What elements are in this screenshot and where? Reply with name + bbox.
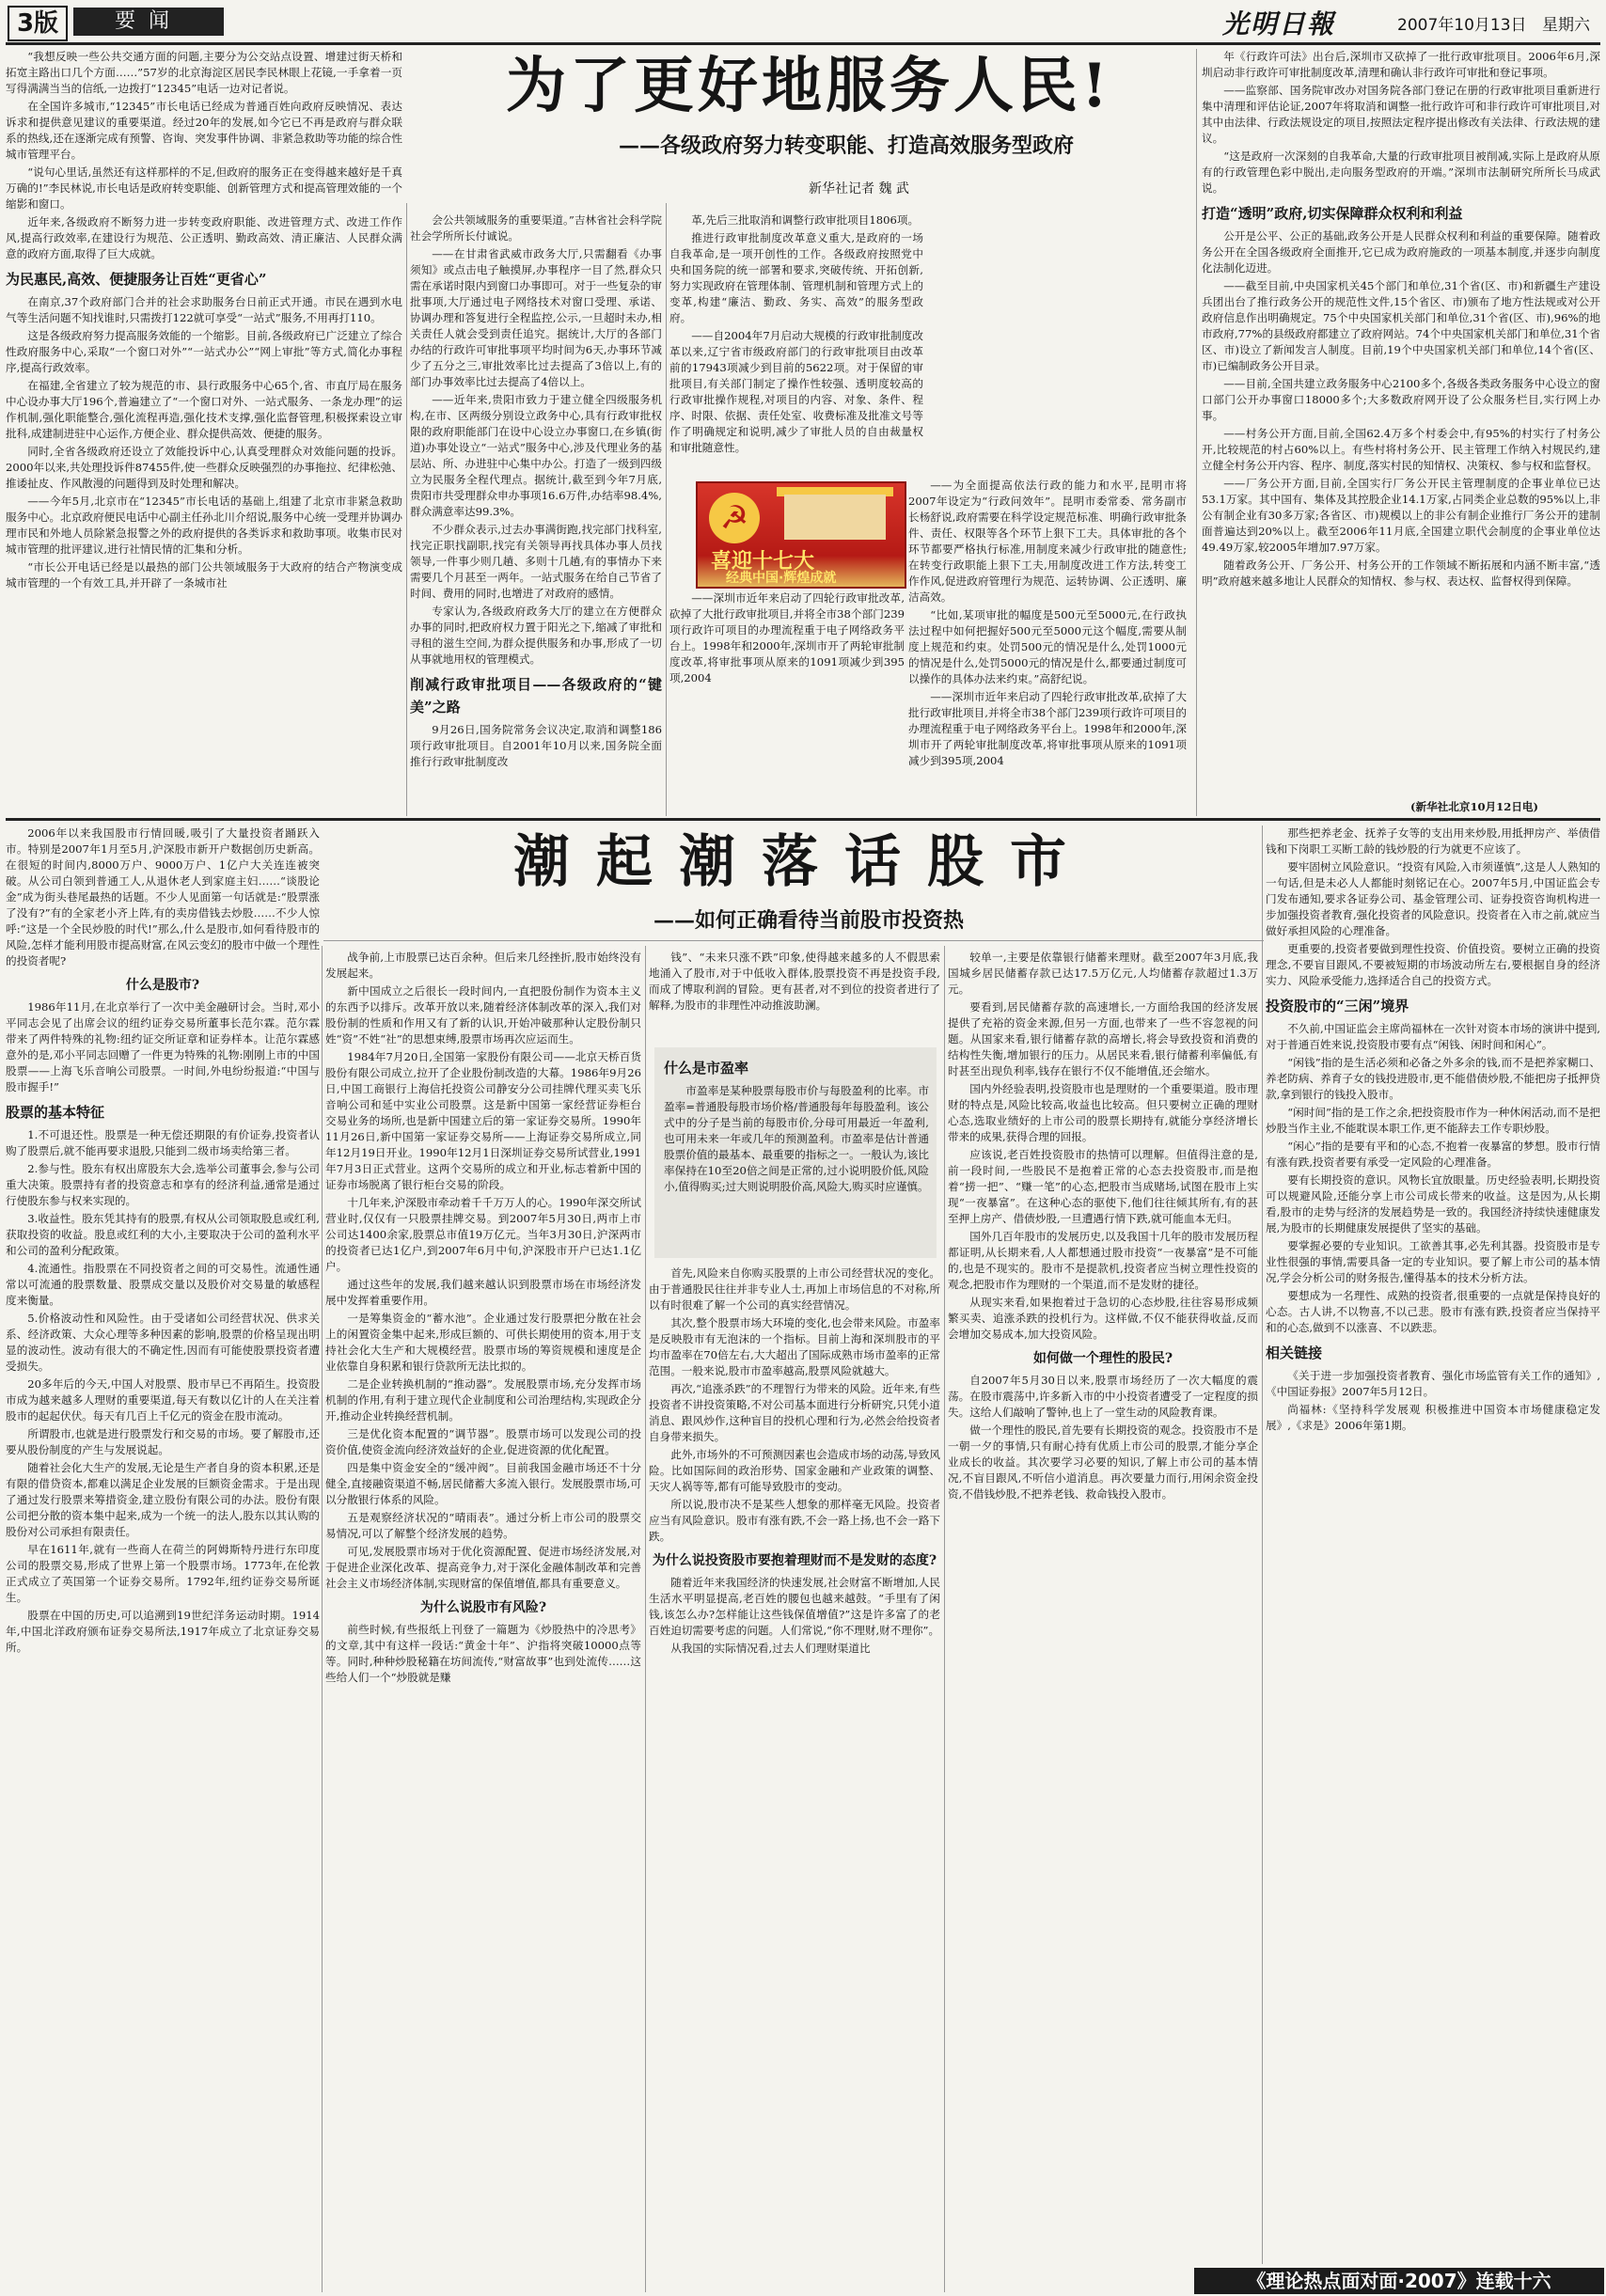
article2-subheading-manage-wealth: 为什么说投资股市要抱着理财而不是发财的态度? (652, 1553, 937, 1568)
paragraph: 随着社会化大生产的发展,无论是生产者自身的资本积累,还是有限的借贷资本,都难以满足企业发展的巨额资金需求。于是出现了通过发行股票来筹措资金,建立股份有限公司的办法。股份有限公司把分散的资本集中起来,成为一个统一的法人,股东以其认购的股份对公司承担有限责任。 (6, 1461, 320, 1538)
paragraph: “市长公开电话已经是以最热的部门公共领域服务于大政府的结合产物演变成城市管理的一个有效工具,并开辟了一条城市社 (6, 560, 402, 590)
paragraph: ——在甘肃省武威市政务大厅,只需翻看《办事须知》或点击电子触摸屏,办事程序一目了然,群众只需在承诺时限内到窗口办事即可。对于一些复杂的审批事项,大厅通过电子网络技术对窗口受理、承诺、协调办理和答复进行全程监控,公示,一旦超时未办,相关责任人就会受到责任追究。据统计,大厅的各部门办结的行政许可审批事项平均时间为6天,办事环节减少了五分之三,审批效率比过去提高了3倍以上,有的部门办事效率比过去提高了4倍以上。 (410, 247, 662, 388)
related-link: 尚福林:《坚持科学发展观 积极推进中国资本市场健康稳定发展》,《求是》2006年第1期。 (1266, 1403, 1600, 1432)
paragraph: 所以说,股市决不是某些人想象的那样毫无风险。投资者应当有风险意识。股市有涨有跌,不会一路上扬,也不会一路下跌。 (649, 1498, 940, 1543)
paragraph: 公开是公平、公正的基础,政务公开是人民群众权利和利益的重要保障。随着政务公开在全国各级政府全面推开,它已成为政府施政的一项基本制度,并逐步向制度化法制化迈进。 (1202, 229, 1600, 275)
paragraph: 随着政务公开、厂务公开、村务公开的工作领域不断拓展和内涵不断丰富,“透明”政府越来越多地让人民群众的知情权、参与权、表达权、监督权得到保障。 (1202, 558, 1600, 588)
paragraph: 1986年11月,在北京举行了一次中美金融研讨会。当时,邓小平同志会见了出席会议的纽约证券交易所董事长范尔霖。范尔霖带来了两件特殊的礼物:纽约证交所证章和证券样本。让范尔霖感意外的是,邓小平同志回赠了一件更为特殊的礼物:刚刚上市的中国股票——上海飞乐音响公司股票。一时间,外电纷纷报道:“中国与股市握手!” (6, 1000, 320, 1093)
article2-subheading-risk: 为什么说股市有风险? (419, 1600, 547, 1615)
paragraph: 3.收益性。股东凭其持有的股票,有权从公司领取股息或红利,获取投资的收益。股息或红利的大小,主要取决于公司的盈利水平和公司的盈利分配政策。 (6, 1212, 320, 1257)
article1-subheading-2: 削减行政审批项目——各级政府的“键美”之路 (410, 676, 662, 716)
promo-headline: 喜迎十七大 (711, 550, 815, 574)
top-rule (6, 42, 1600, 45)
paragraph: 推进行政审批制度改革意义重大,是政府的一场自我革命,是一项开创性的工作。各级政府按照党中央和国务院的统一部署和要求,突破传统、开拓创新,努力实现政府在管理体制、管理机制和管理方式上的变革,构建“廉洁、勤政、务实、高效”的服务型政府。 (669, 231, 923, 324)
paragraph: 所谓股市,也就是进行股票发行和交易的市场。要了解股市,还要从股份制度的产生与发展说起。 (6, 1427, 320, 1456)
paragraph: 年《行政许可法》出台后,深圳市又砍掉了一批行政审批项目。2006年6月,深圳启动非行政许可审批制度改革,清理和确认非行政许可审批和登记事项。 (1202, 50, 1600, 79)
paragraph: 在南京,37个政府部门合并的社会求助服务台日前正式开通。市民在遇到水电气等生活问题不知找谁时,只需拨打122就可享受“一站式”服务,不用再打110。 (6, 295, 402, 324)
paragraph: 要掌握必要的专业知识。工欲善其事,必先利其器。投资股市是专业性很强的事情,需要具备一定的专业知识。要了解上市公司的基本情况,学会分析公司的财务报告,懂得基本的技术分析方法。 (1266, 1239, 1600, 1284)
article2-subheading-three-leisure: 投资股市的“三闲”境界 (1266, 998, 1409, 1014)
masthead (0, 0, 1606, 41)
page-number: 3版 (8, 6, 68, 41)
column-divider (645, 946, 646, 2292)
paragraph: ——自2004年7月启动大规模的行政审批制度改革以来,辽宁省市级政府部门的行政审批项目由改革前的17943项减少到目前的5622项。对于保留的审批项目,有关部门制定了操作性较强、透明度较高的行政审批操作规程,对项目的内容、对象、条件、程序、时限、依据、责任处室、收费标准及批准文号等作了明确规定和说明,减少了审批人员的自由裁量权和审批随意性。 (669, 329, 923, 454)
paragraph: ——村务公开方面,目前,全国62.4万多个村委会中,有95%的村实行了村务公开,比较规范的村占60%以上。有些村将村务公开、民主管理工作纳入村规民约,建立健全村务公开内容、程序、制度,落实村民的知情权、决策权、参与权和监督权。 (1202, 427, 1600, 472)
paragraph: 不久前,中国证监会主席尚福林在一次针对资本市场的演讲中提到,对于普通百姓来说,投资股市要有点“闲钱、闲时间和闲心”。 (1266, 1022, 1600, 1051)
paragraph: “说句心里话,虽然还有这样那样的不足,但政府的服务正在变得越来越好是千真万确的!”李民林说,市长电话是政府转变职能、创新管理方式和提高管理效能的一个缩影和窗口。 (6, 165, 402, 211)
paragraph: 四是集中资金安全的“缓冲阀”。目前我国金融市场还不十分健全,直接融资渠道不畅,居民储蓄大多流入银行。发展股票市场,可以分散银行体系的风险。 (325, 1461, 641, 1506)
paragraph: 不少群众表示,过去办事满街跑,找完部门找科室,找完正职找副职,找完有关领导再找具体办事人员找领导,一件事少则几趟、多则十几趟,有的事情办下来需要几个月甚至一两年。一站式服务在给自己节省了时间、费用的同时,也增进了对政府的感情。 (410, 523, 662, 600)
article2-column-3b (649, 1266, 940, 2292)
tiananmen-gate-icon (784, 495, 886, 540)
paragraph: “闲钱”指的是生活必须和必备之外多余的钱,而不是把养家糊口、养老防病、养育子女的钱投进股市,更不能借债炒股,不能把房子抵押贷款,拿到银行的钱投入股市。 (1266, 1056, 1600, 1101)
paragraph: 自2007年5月30日以来,股票市场经历了一次大幅度的震荡。在股市震荡中,许多新入市的中小投资者遭受了一定程度的损失。这给人们敲响了警钟,也上了一堂生动的风险教育课。 (948, 1374, 1258, 1419)
article2-column-4 (948, 950, 1258, 2292)
column-divider (944, 946, 945, 2292)
paragraph: 会公共领域服务的重要渠道。”吉林省社会科学院社会学所所长付诚说。 (410, 213, 662, 243)
paragraph: ——近年来,贵阳市致力于建立健全四级服务机构,在市、区两级分别设立政务中心,具有行政审批权限的政府职能部门在设中心设立办事窗口,在乡镇(街道)办事处设立“一站式”服务中心,涉及代理业务的基层站、所、办进驻中心集中办公。打造了一级到四级立为民服务全程代理点。据统计,截至到今年7月底,贵阳市共受理群众申办事项16.6万件,办结率98.4%,群众满意率达99.3%。 (410, 393, 662, 518)
paragraph: ——为全面提高依法行政的能力和水平,昆明市将2007年设定为“行政问效年”。昆明市委常委、常务副市长杨舒说,政府需要在科学设定规范标准、明确行政审批条件、责任、权限等各个环节上狠下工夫。具体审批的各个环节都要严格执行标准,用制度来减少行政审批的随意性;在转变行政职能上狠下工夫,用制度改进工作方法,转变工作作风,促进政府管理行为规范、运转协调、公正透明、廉洁高效。 (908, 479, 1187, 604)
paragraph: 国内外经验表明,投资股市也是理财的一个重要渠道。股市理财的特点是,风险比较高,收益也比较高。但只要树立正确的理财心态,选取业绩好的上市公司的股票长期持有,就能分享经济增长带来的成果,获得合理的回报。 (948, 1082, 1258, 1143)
paragraph: 钱”、“未来只涨不跌”印象,使得越来越多的人不假思索地涌入了股市,对于中低收入群体,股票投资不再是投资手段,而成了博取利润的冒险。更有甚者,对不到位的投资者进行了解释,为股市的非理性冲动推波助澜。 (649, 951, 940, 1012)
paragraph: 此外,市场外的不可预测因素也会造成市场的动荡,导致风险。比如国际间的政治形势、国家金融和产业政策的调整、天灾人祸等等,都有可能导致股市的变动。 (649, 1448, 940, 1493)
paragraph: 要牢固树立风险意识。“投资有风险,入市须谨慎”,这是人人熟知的一句话,但是未必人人都能时刻铭记在心。2007年5月,中国证监会专门发布通知,要求各证券公司、基金管理公司、证券投资咨询机构进一步加强投资者教育,强化投资者的风险意识。投资者在入市之前,就应当做好承担风险的心理准备。 (1266, 860, 1600, 937)
paragraph: ——厂务公开方面,目前,全国实行厂务公开民主管理制度的企事业单位已达53.1万家。其中国有、集体及其控股企业14.1万家,占同类企业总数的95%以上,非公有制企业有30多万家;各省区、市)规模以上的非公有制企业推行厂务公开的建制面普遍达到20%以上。截至2006年11月底,全国建立职代会制度的企事业单位达49.49万家,较2005年增加7.97万家。 (1202, 477, 1600, 554)
article1-subheading-1: 为民惠民,高效、便捷服务让百姓“更省心” (6, 271, 267, 288)
article1-subheading-3: 打造“透明”政府,切实保障群众权利和利益 (1202, 205, 1463, 222)
article2-title: 潮起潮落话股市 (513, 829, 1093, 895)
paragraph: 可见,发展股票市场对于优化资源配置、促进市场经济发展,对于促进企业深化改革、提高竞争力,对于深化金融体制改革和完善社会主义市场经济体制,实现财富的保值增值,都具有重要意义。 (325, 1545, 641, 1590)
article1-credit: (新华社北京10月12日电) (1410, 800, 1538, 813)
related-links-heading: 相关链接 (1266, 1345, 1323, 1361)
paragraph: 在福建,全省建立了较为规范的市、县行政服务中心65个,省、市直厅局在服务中心设办事大厅196个,普遍建立了“一个窗口对外、一站式服务、一条龙办理”的运作机制,强化职能整合,强化流程再造,强化技术支撑,强化监督管理,积极探索设立审批科,成建制进驻中心运作,方便企业、群众提供高效、便捷的服务。 (6, 379, 402, 440)
paragraph: 要想成为一名理性、成熟的投资者,很重要的一点就是保持良好的心态。古人讲,不以物喜,不以己悲。股市有涨有跌,投资者应当保持平和的心态,做到不以涨喜、不以跌悲。 (1266, 1289, 1600, 1334)
column-divider (406, 203, 407, 816)
paragraph: “闲时间”指的是工作之余,把投资股市作为一种休闲活动,而不是把炒股当作主业,不能耽误本职工作,更不能辞去工作专职炒股。 (1266, 1106, 1600, 1135)
article1-column-3b (908, 478, 1187, 816)
paragraph: 股票在中国的历史,可以追溯到19世纪洋务运动时期。1914年,中国北洋政府颁布证券交易所法,1917年成立了北京证券交易所。 (6, 1609, 320, 1654)
promo-slogan: 经典中国·辉煌成就 (726, 571, 837, 586)
paragraph: 应该说,老百姓投资股市的热情可以理解。但值得注意的是,前一段时间,一些股民不是抱着正常的心态去投资股市,而是抱着“捞一把”、“赚一笔”的心态,把股市当成赌场,试图在股市上实现“一夜暴富”。在这种心态的驱使下,他们往往倾其所有,有的甚至押上房产、借债炒股,一旦遭遇行情下跌,就可能血本无归。 (948, 1148, 1258, 1225)
paragraph: 再次,“追涨杀跌”的不理智行为带来的风险。近年来,有些投资者不讲投资策略,不对公司基本面进行分析研究,只凭小道消息、跟风炒作,这种盲目的投机心理和行为,必然会给投资者自身带来损失。 (649, 1382, 940, 1443)
paragraph: 从我国的实际情况看,过去人们理财渠道比 (670, 1642, 871, 1655)
article1-column-3a (669, 212, 923, 480)
column-divider (1196, 49, 1197, 816)
column-divider (666, 203, 667, 816)
paragraph: 通过这些年的发展,我们越来越认识到股票市场在市场经济发展中发挥着重要作用。 (325, 1278, 641, 1307)
article1-column-1 (6, 49, 402, 816)
paragraph: “比如,某项审批的幅度是500元至5000元,在行政执法过程中如何把握好500元至5000元这个幅度,需要从制度上规范和约束。处罚500元的情况是什么,处罚1000元的情况是什么,处罚5000元的情况是什么,都要通过制度可以操作的具体办法来约束。”高舒纪说。 (908, 608, 1187, 685)
pe-ratio-heading: 什么是市盈率 (664, 1060, 749, 1077)
article2-column-2 (325, 950, 641, 2292)
paragraph: 其次,整个股票市场大环境的变化,也会带来风险。市盈率是反映股市有无泡沫的一个指标。目前上海和深圳股市的平均市盈率在70倍左右,大大超出了国际成熟市场市盈率的正常范围。一般来说,股市市盈率越高,股票风险就越大。 (649, 1316, 940, 1377)
paragraph: 近年来,各级政府不断努力进一步转变政府职能、改进管理方式、改进工作作风,提高行政效率,在建设行为规范、公正透明、勤政高效、清正廉洁、人民群众满意的政府方面,取得了巨大成就。 (6, 215, 402, 260)
paragraph: ——今年5月,北京市在“12345”市长电话的基础上,组建了北京市非紧急救助服务中心。北京政府便民电话中心副主任孙北川介绍说,服务中心统一受理并协调办理市民和外地人员除紧急报警之外的政府提供的各类诉求和救助事项。收集市民对城市管理的批评建议,进行社情民情的汇集和分析。 (6, 495, 402, 556)
article1-title: 为了更好地服务人民! (505, 51, 1112, 121)
column-divider (1262, 826, 1263, 2264)
article2-subheading-stock-features: 股票的基本特征 (6, 1104, 105, 1121)
paragraph: 首先,风险来自你购买股票的上市公司经营状况的变化。由于普通股民往往并非专业人士,再加上市场信息的不对称,所以有时很难了解一个公司的真实经营情况。 (649, 1266, 940, 1312)
article2-column-3a (649, 950, 940, 1040)
paragraph: 20多年后的今天,中国人对股票、股市早已不再陌生。投资股市成为越来越多人理财的重要渠道,每天有数以亿计的人在关注着股市的起起伏伏。每天有几百上千亿元的资金在股市流动。 (6, 1377, 320, 1423)
paragraph: 4.流通性。指股票在不同投资者之间的可交易性。流通性通常以可流通的股票数量、股票成交量以及股价对交易量的敏感程度来衡量。 (6, 1262, 320, 1307)
paragraph: ——截至目前,中央国家机关45个部门和单位,31个省(区、市)和新疆生产建设兵团出台了推行政务公开的规范性文件,15个省区、市)颁布了地方性法规或对公开政府信息作出明确规定。75个中央国家机关部门和单位,31个省(区、市),96%的地市政府,77%的县级政府都建立了政府网站。74个中央国家机关部门和单位,31个省区、市)设立了新闻发言人制度。目前,19个中央国家机关部门和单位,14个省(区、市)已编制政务公开目录。 (1202, 279, 1600, 372)
paragraph: 2.参与性。股东有权出席股东大会,选举公司董事会,参与公司重大决策。股票持有者的投资意志和享有的经济利益,通常是通过行使股东参与权来实现的。 (6, 1162, 320, 1207)
paragraph: 三是优化资本配置的“调节器”。股票市场可以发现公司的投资价值,使资金流向经济效益好的企业,促进资源的优化配置。 (325, 1427, 641, 1456)
paragraph: 那些把养老金、抚养子女等的支出用来炒股,用抵押房产、举债借钱和下岗职工买断工龄的钱炒股的行为就更不应该了。 (1266, 826, 1600, 856)
pe-ratio-sidebar-content (664, 1051, 929, 1254)
paragraph: 市盈率是某种股票每股市价与每股盈利的比率。市盈率=普通股每股市场价格/普通股每年每股盈利。该公式中的分子是当前的每股市价,分母可用最近一年盈利,也可用未来一年或几年的预测盈利。市盈率是估计普通股票价值的最基本、最重要的指标之一。一般认为,该比率保持在10至20倍之间是正常的,过小说明股价低,风险小,值得购买;过大则说明股价高,风险大,购买时应谨慎。 (664, 1084, 929, 1193)
paragraph: 这是各级政府努力提高服务效能的一个缩影。目前,各级政府已广泛建立了综合性政府服务中心,采取“一个窗口对外”“一站式办公”“网上审批”等方式,简化办事程序,提高行政效率。 (6, 329, 402, 374)
paragraph: ——目前,全国共建立政务服务中心2100多个,各级各类政务服务中心设立的窗口部门公开办事窗口18000多个;大多数政府网开设了公众服务栏目,实行网上办事。 (1202, 377, 1600, 422)
paragraph: 做一个理性的股民,首先要有长期投资的观念。投资股市不是一朝一夕的事情,只有耐心持有优质上市公司的股票,才能分享企业成长的收益。其次要学习必要的知识,了解上市公司的基本情况,不盲目跟风,不听信小道消息。再次要量力而行,用闲余资金投资,不借钱炒股,不把养老钱、救命钱投入股市。 (948, 1423, 1258, 1501)
paragraph: “这是政府一次深刻的自我革命,大量的行政审批项目被削减,实际上是政府从原有的行政管理色彩中脱出,走向服务型政府的开端。”深圳市法制研究所所长马成武说。 (1202, 149, 1600, 195)
paragraph: 1.不可退还性。股票是一种无偿还期限的有价证券,投资者认购了股票后,就不能再要求退股,只能到二级市场卖给第三者。 (6, 1128, 320, 1157)
paragraph: 早在1611年,就有一些商人在荷兰的阿姆斯特丹进行东印度公司的股票交易,形成了世界上第一个股票市场。1773年,在伦敦正式成立了英国第一个证券交易所。1792年,纽约证券交易所诞生。 (6, 1543, 320, 1604)
paragraph: 前些时候,有些报纸上刊登了一篇题为《炒股热中的冷思考》的文章,其中有这样一段话:“黄金十年”、沪指将突破10000点等等。同时,种种炒股秘籍在坊间流传,“财富故事”也到处流传……这些给人们一个“炒股就是赚 (325, 1623, 641, 1684)
paragraph: 二是企业转换机制的“推动器”。发展股票市场,充分发挥市场机制的作用,有利于建立现代企业制度和公司治理结构,实现政企分开,推动企业转换经营机制。 (325, 1377, 641, 1423)
article1-byline: 新华社记者 魏 武 (809, 181, 909, 197)
article2-subheading-rational-investor: 如何做一个理性的股民? (1032, 1351, 1173, 1366)
paragraph: 一是筹集资金的“蓄水池”。企业通过发行股票把分散在社会上的闲置资金集中起来,形成巨额的、可供长期使用的资本,用于支持社会化大生产和大规模经营。股票市场的筹资规模和速度是企业依靠自身积累和银行贷款所无法比拟的。 (325, 1312, 641, 1373)
article2-column-5 (1266, 826, 1600, 2264)
paragraph: 5.价格波动性和风险性。由于受诸如公司经营状况、供求关系、经济政策、大众心理等多种因素的影响,股票的价格呈现出明显的波动性。波动有很大的不确定性,因而有可能使股票投资者遭受损失。 (6, 1312, 320, 1373)
article2-subtitle: ——如何正确看待当前股市投资热 (653, 908, 964, 933)
section-rule (6, 818, 1600, 821)
paragraph: 国外几百年股市的发展历史,以及我国十几年的股市发展历程都证明,从长期来看,人人都想通过股市投资“一夜暴富”是不可能的,也是不现实的。股市不是提款机,投资者应当树立理性投资的观念,把股市作为理财的一个渠道,而不是发财的捷径。 (948, 1230, 1258, 1291)
paragraph: 同时,全省各级政府还设立了效能投诉中心,认真受理群众对效能问题的投诉。2000年以来,共处理投诉件87455件,使一些群众反映强烈的办事拖拉、纪律松弛、推诿扯皮、作风散漫的问题得到及时处理和解决。 (6, 445, 402, 490)
paragraph: 新中国成立之后很长一段时间内,一直把股份制作为资本主义的东西予以排斥。改革开放以来,随着经济体制改革的深入,我们对股份制的性质和作用又有了新的认识,开始冲破那种认定股份制只姓“资”不姓“社”的思想束缚,股票市场再次应运而生。 (325, 984, 641, 1046)
paragraph: 革,先后三批取消和调整行政审批项目1806项。 (691, 213, 920, 227)
paragraph: ——深圳市近年来启动了四轮行政审批改革,砍掉了大批行政审批项目,并将全市38个部门239项行政许可项目的办理流程重于电子网络政务平台上。1998年和2000年,深圳市开了两轮审批制度改革,将审批事项从原来的1091项减少到395项,2004 (669, 591, 905, 684)
paragraph: “我想反映一些公共交通方面的问题,主要分为公交站点设置、增建过街天桥和拓宽主路出口几个方面……”57岁的北京海淀区居民李民林眼上花镜,一手拿着一页写得满满当当的信纸,一边拨打“12345”电话一边对记者说。 (6, 50, 402, 95)
paragraph: 1984年7月20日,全国第一家股份有限公司——北京天桥百货股份有限公司成立,拉开了企业股份制改造的大幕。1986年9月26日,中国工商银行上海信托投资公司静安分公司挂牌代理买卖飞乐音响公司和延中实业公司股票。这是新中国第一家经营证券柜台交易业务的场所,也是新中国建立后的第一家证券交易所。1990年11月26日,新中国第一家证券交易所——上海证券交易所成立,同年12月19日开业。1990年12月1日深圳证券交易所试营业,1991年7月3日正式营业。这两个交易所的成立和开业,标志着新中国的证券市场脱离了银行柜台交易的阶段。 (325, 1050, 641, 1191)
article1-subtitle: ——各级政府努力转变职能、打造高效服务型政府 (618, 134, 1074, 158)
article2-column-1 (6, 826, 320, 2292)
paragraph: 2006年以来我国股市行情回暖,吸引了大量投资者踊跃入市。特别是2007年1月至5月,沪深股市新开户数据创历史新高。在很短的时间内,8000万户、9000万户、1亿户大关连连被突破。从公司白领到普通工人,从退休老人到家庭主妇……“谈股论金”成为街头巷尾最热的话题。不少人见面第一句话就是:“股票涨了没有?”有的全家老小齐上阵,有的卖房借钱去炒股……不少人惊呼:“这是一个全民炒股的时代!”那么,什么是股市,如何看待股市的风险,怎样才能利用股市提高财富,在风云变幻的股市中做一个理性的投资者呢? (6, 826, 320, 967)
party-congress-promo (696, 481, 906, 589)
paragraph: 五是观察经济状况的“晴雨表”。通过分析上市公司的股票交易情况,可以了解整个经济发展的趋势。 (325, 1511, 641, 1540)
article1-column-3c (669, 590, 905, 816)
column-divider (322, 946, 323, 2292)
paragraph: 较单一,主要是依靠银行储蓄来理财。截至2007年3月底,我国城乡居民储蓄存款已达17.5万亿元,人均储蓄存款超过1.3万元。 (948, 951, 1258, 996)
paragraph: 9月26日,国务院常务会议决定,取消和调整186项行政审批项目。自2001年10月以来,国务院全面推行行政审批制度改 (410, 723, 662, 768)
title-underline (323, 940, 1264, 941)
paragraph: “闲心”指的是要有平和的心态,不抱着一夜暴富的梦想。股市行情有涨有跌,投资者要有承受一定风险的心理准备。 (1266, 1140, 1600, 1169)
paragraph: 要有长期投资的意识。风物长宜放眼量。历史经验表明,长期投资可以规避风险,还能分享上市公司成长带来的收益。这是因为,从长期看,股市的走势与经济的发展趋势是一致的。我国经济持续快速健康发展,为股市的长期健康发展提供了坚实的基础。 (1266, 1173, 1600, 1234)
article1-column-4 (1202, 49, 1600, 797)
party-emblem-icon: ☭ (709, 493, 760, 543)
issue-weekday: 星期六 (1542, 16, 1590, 35)
article1-column-2 (410, 212, 662, 816)
paragraph: 要看到,居民储蓄存款的高速增长,一方面给我国的经济发展提供了充裕的资金来源,但另一方面,也带来了一些不容忽视的问题。从国家来看,银行储蓄存款的高增长,将会导致投资和消费的结构性失衡,增加银行的压力。从居民来看,银行储蓄利率偏低,有时甚至出现负利率,钱存在银行不仅不能增值,还会缩水。 (948, 1000, 1258, 1077)
paragraph: 从现实来看,如果抱着过于急切的心态炒股,往往容易形成频繁买卖、追涨杀跌的投机行为。这样做,不仅不能获得收益,反而会增加交易成本,加大投资风险。 (948, 1296, 1258, 1341)
paragraph: 更重要的,投资者要做到理性投资、价值投资。要树立正确的投资理念,不要盲目跟风,不要被短期的市场波动所左右,要根据自身的经济实力、风险承受能力,选择适合自己的投资方式。 (1266, 942, 1600, 987)
paragraph: 战争前,上市股票已达百余种。但后来几经挫折,股市始终没有发展起来。 (325, 951, 641, 980)
section-label: 要闻 (73, 8, 224, 36)
paragraph: 十几年来,沪深股市牵动着千千万万人的心。1990年深交所试营业时,仅仅有一只股票挂牌交易。到2007年5月30日,两市上市公司达1400余家,股票总市值19万亿元。当年3月30日,沪深两市的投资者已达1亿户,到2007年6月中旬,沪深股市开户已达1.1亿户。 (325, 1196, 641, 1273)
series-banner: 《理论热点面对面·2007》连载十六 (1194, 2268, 1604, 2294)
related-link: 《关于进一步加强投资者教育、强化市场监管有关工作的通知》,《中国证券报》2007年5月12日。 (1266, 1369, 1600, 1398)
paragraph: ——深圳市近年来启动了四轮行政审批改革,砍掉了大批行政审批项目,并将全市38个部门239项行政许可项目的办理流程重于电子网络政务平台上。1998年和2000年,深圳市开了两轮审批制度改革,将审批事项从原来的1091项减少到395项,2004 (908, 690, 1187, 767)
paragraph: ——监察部、国务院审改办对国务院各部门登记在册的行政审批项目重新进行集中清理和评估论证,2007年将取消和调整一批行政许可和非行政许可审批项目,对其中由法律、行政法规设定的项目,按照法定程序提出修改有关法律、行政法规的建议。 (1202, 84, 1600, 145)
paragraph: 在全国许多城市,“12345”市长电话已经成为普通百姓向政府反映情况、表达诉求和提供意见建议的重要渠道。经过20年的发展,如今它已不再是政府与群众联系的热线,还在逐渐完成有预警、咨询、突发事件协调、非紧急救助等功能的综合性城市管理平台。 (6, 100, 402, 161)
paragraph: 专家认为,各级政府政务大厅的建立在方便群众办事的同时,把政府权力置于阳光之下,缩减了审批和寻租的滋生空间,为群众提供服务和办事,形成了一切从事就地用权的管理模式。 (410, 605, 662, 666)
article2-subheading-what-is-stock-market: 什么是股市? (125, 978, 200, 993)
issue-date: 2007年10月13日 (1397, 16, 1527, 35)
paragraph: 随着近年来我国经济的快速发展,社会财富不断增加,人民生活水平明显提高,老百姓的腰包也越来越鼓。“手里有了闲钱,该怎么办?怎样能让这些钱保值增值?”这是许多富了的老百姓迫切需要考虑的问题。人们常说,“你不理财,财不理你”。 (649, 1576, 940, 1637)
newspaper-logo: 光明日報 (1222, 8, 1336, 39)
